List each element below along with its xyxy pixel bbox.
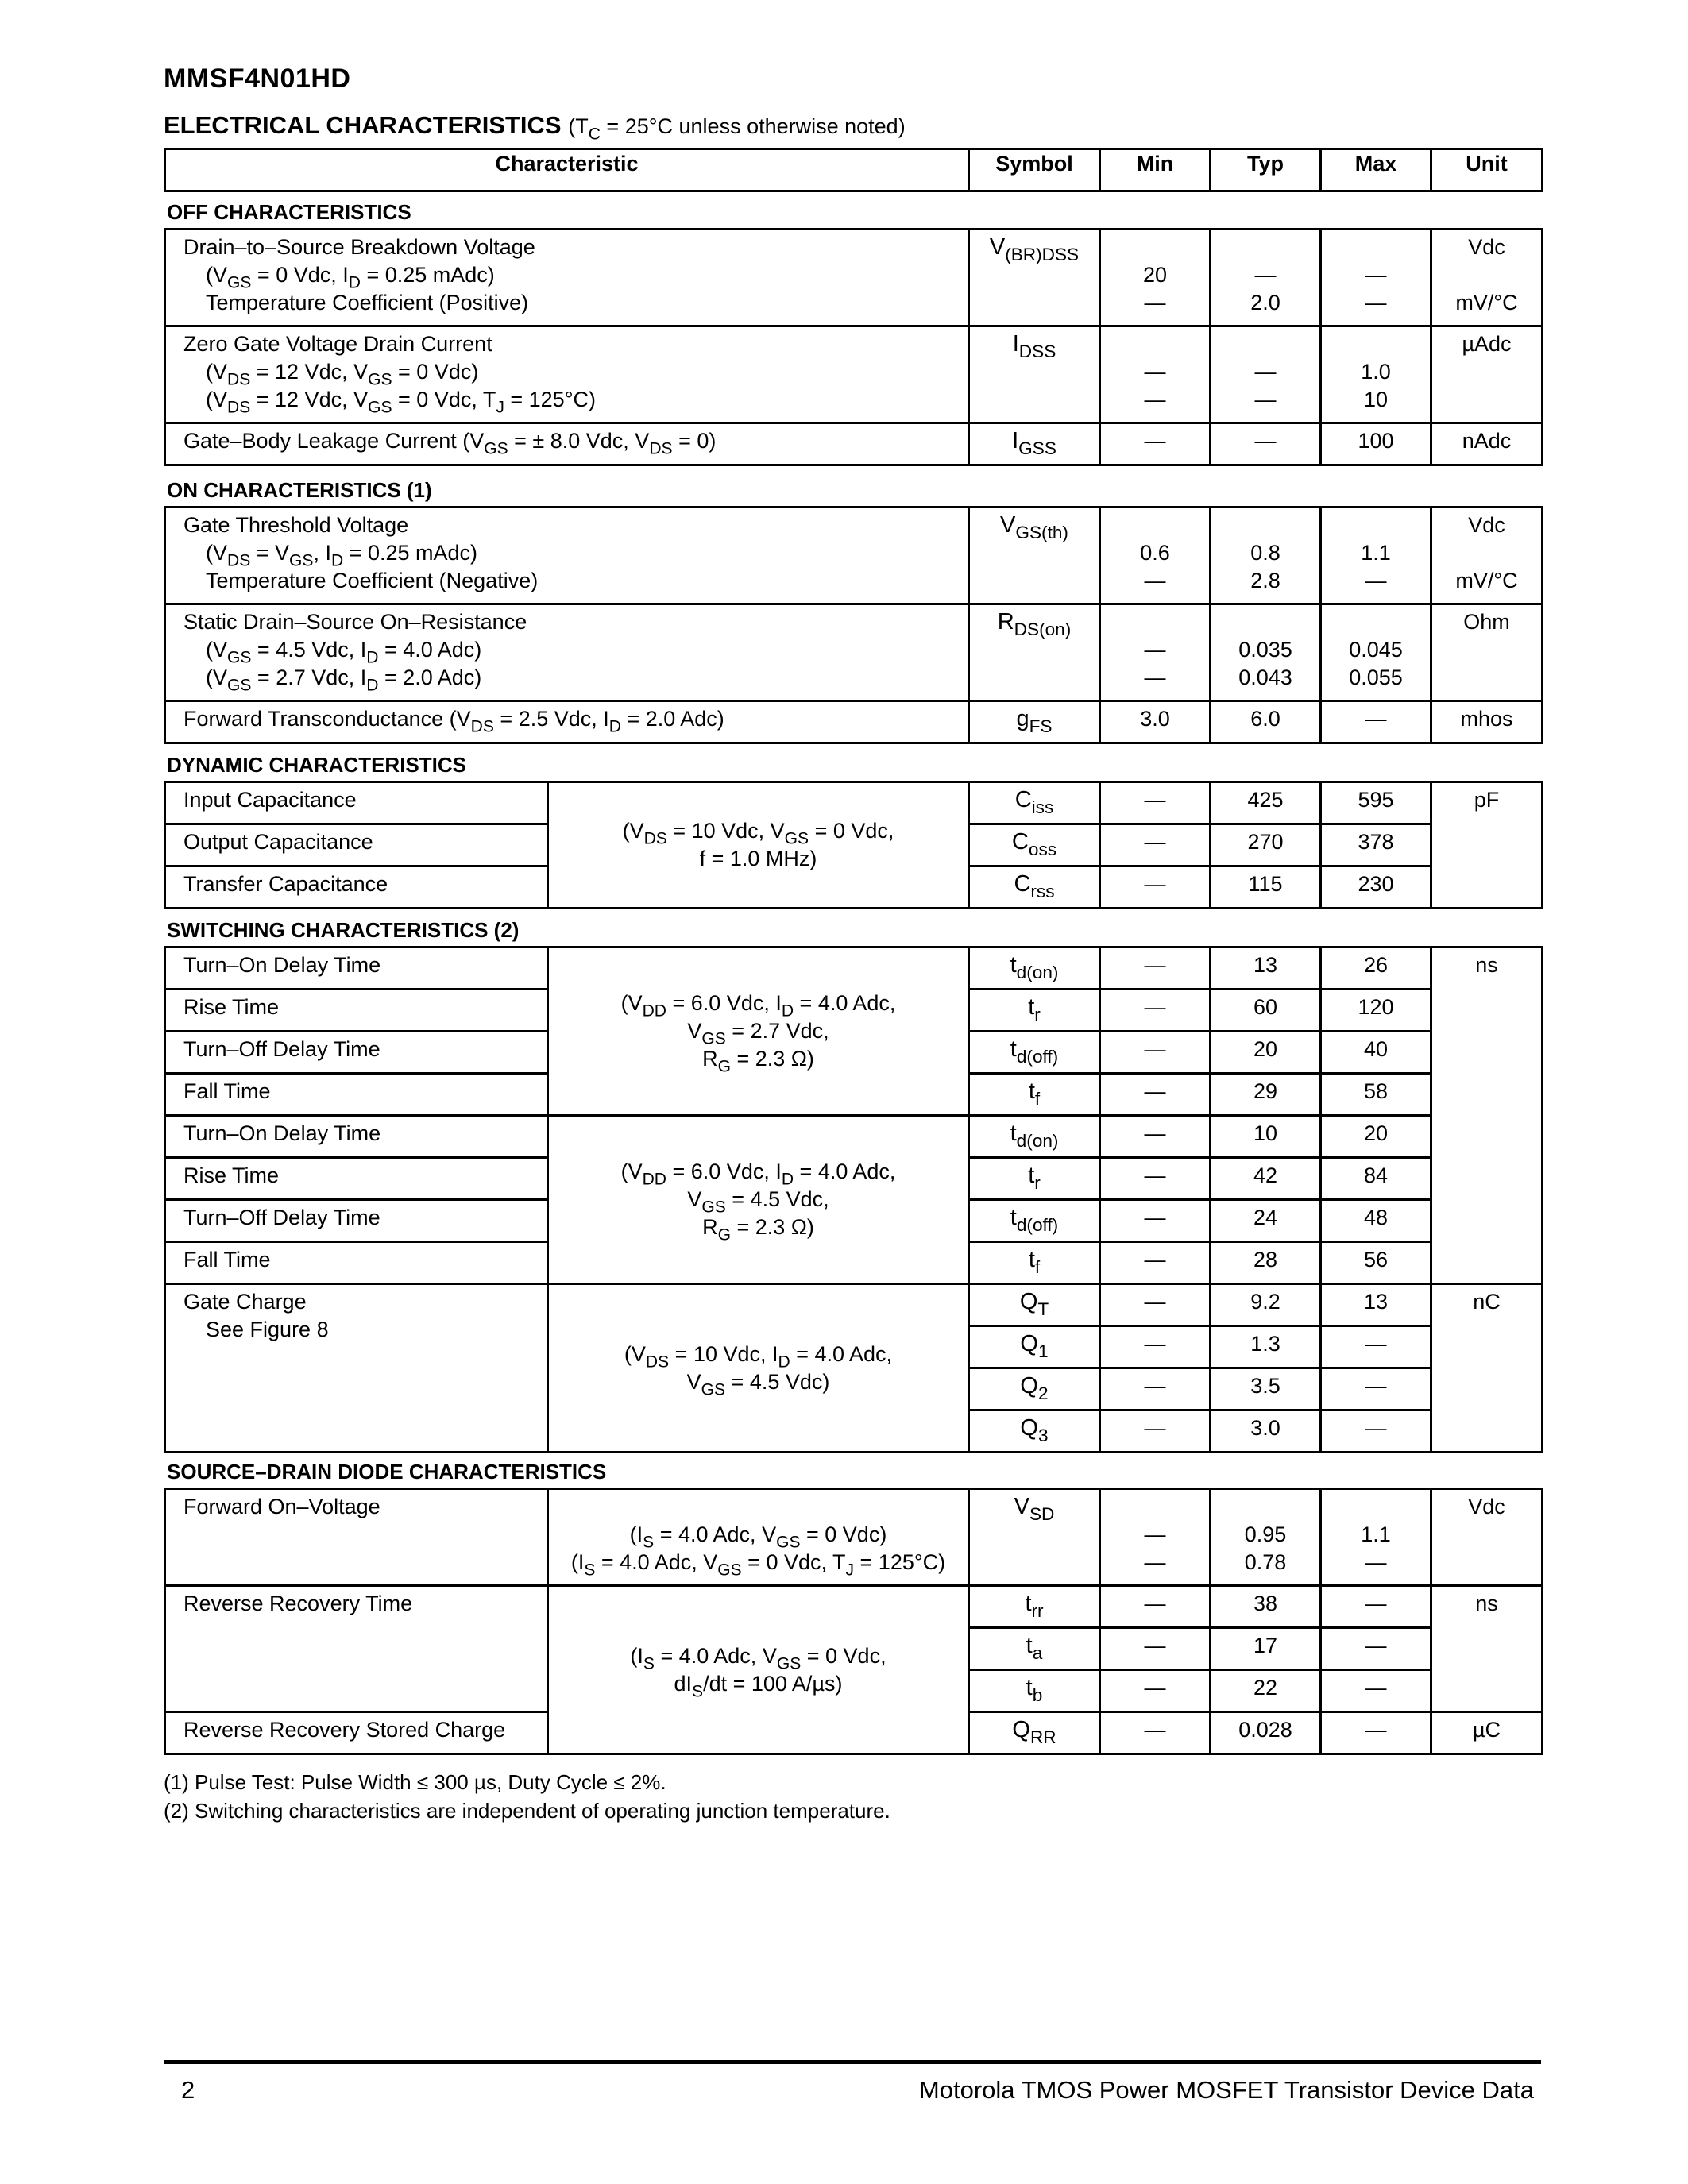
table-row [165, 326, 1543, 423]
min-cell: — [1100, 1200, 1211, 1242]
symbol-cell: $t_r$ [969, 1158, 1100, 1200]
min-cell: — [1100, 1712, 1211, 1754]
characteristic-cell: Output Capacitance [165, 824, 548, 866]
symbol-cell: $t_{rr}$ [969, 1586, 1100, 1628]
table-row [165, 1489, 1543, 1586]
min-cell: — [1100, 1368, 1211, 1410]
unit-cell: µAdc [1431, 326, 1543, 423]
characteristic-cell: Transfer Capacitance [165, 866, 548, 909]
characteristic-cell [165, 604, 969, 701]
char-name: Gate Threshold Voltage [183, 513, 409, 537]
test-condition: ($V_{DS} = 12$ Vdc, $V_{GS} = 0$ Vdc) [206, 360, 479, 389]
symbol-cell: $t_f$ [969, 1074, 1100, 1116]
characteristic-cell [165, 230, 969, 326]
part-number: MMSF4N01HD [164, 64, 351, 94]
characteristic-cell: Reverse Recovery Stored Charge [165, 1712, 548, 1754]
footnotes [164, 1768, 890, 1825]
characteristic-cell: Fall Time [165, 1242, 548, 1284]
test-condition: ($V_{DS} = V_{GS}$, $I_D = 0.25$ mAdc) [206, 541, 478, 570]
max-cell: 378 [1321, 824, 1431, 866]
characteristic-cell: Gate–Body Leakage Current ($V_{GS}$ = ± 8.0 Vdc, $V_{DS} = 0$) [165, 423, 969, 465]
symbol-cell: $t_{d(off)}$ [969, 1032, 1100, 1074]
char-name: Gate Charge [183, 1290, 307, 1314]
min-cell: — [1100, 1116, 1211, 1158]
symbol-cell: $Q_3$ [969, 1410, 1100, 1453]
section-on: ON CHARACTERISTICS (1) [167, 478, 432, 502]
min-cell: — [1100, 1326, 1211, 1368]
min-cell: — [1100, 1628, 1211, 1670]
section-diode: SOURCE–DRAIN DIODE CHARACTERISTICS [167, 1460, 607, 1484]
coefficient-label: Temperature Coefficient (Positive) [206, 291, 529, 314]
max-cell: 1.1 — [1321, 1489, 1431, 1586]
min-cell: — [1100, 990, 1211, 1032]
table-row [165, 1116, 1543, 1158]
typ-cell: 42 [1211, 1158, 1321, 1200]
typ-cell: 17 [1211, 1628, 1321, 1670]
min-cell: — [1100, 1410, 1211, 1453]
min-cell: — — [1100, 604, 1211, 701]
min-cell: — [1100, 1242, 1211, 1284]
max-cell: 20 [1321, 1116, 1431, 1158]
symbol-cell: $C_{rss}$ [969, 866, 1100, 909]
max-cell: 13 [1321, 1284, 1431, 1326]
section-dynamic: DYNAMIC CHARACTERISTICS [167, 753, 466, 777]
symbol-cell: $V_{GS(th)}$ [969, 507, 1100, 604]
symbol-cell: $Q_T$ [969, 1284, 1100, 1326]
col-min: Min [1100, 149, 1211, 191]
max-cell: 84 [1321, 1158, 1431, 1200]
typ-cell: 0.035 0.043 [1211, 604, 1321, 701]
min-cell: — [1100, 947, 1211, 990]
characteristic-cell: Turn–Off Delay Time [165, 1200, 548, 1242]
max-cell: — [1321, 1586, 1431, 1628]
max-cell: 100 [1321, 423, 1431, 465]
symbol-cell: $I_{DSS}$ [969, 326, 1100, 423]
test-condition: ($V_{DS} = 10$ Vdc, $I_D = 4.0$ Adc, $V_{GS} = 4.5$ Vdc) [548, 1284, 969, 1453]
max-cell: — [1321, 701, 1431, 743]
typ-cell: 425 [1211, 782, 1321, 824]
symbol-cell: $Q_{RR}$ [969, 1712, 1100, 1754]
characteristic-cell: Input Capacitance [165, 782, 548, 824]
characteristic-cell [165, 507, 969, 604]
test-condition: ($V_{GS} = 4.5$ Vdc, $I_D = 4.0$ Adc) [206, 638, 482, 667]
table-row [165, 701, 1543, 743]
footer-rule [164, 2060, 1541, 2064]
symbol-cell: $C_{iss}$ [969, 782, 1100, 824]
typ-cell: 3.5 [1211, 1368, 1321, 1410]
symbol-cell: $g_{FS}$ [969, 701, 1100, 743]
table-row [165, 423, 1543, 465]
typ-cell: 3.0 [1211, 1410, 1321, 1453]
test-condition: ($I_S = 4.0$ Adc, $V_{GS} = 0$ Vdc, $dI_S/dt = 100$ A/µs) [548, 1586, 969, 1754]
typ-cell: 270 [1211, 824, 1321, 866]
max-cell: — [1321, 1628, 1431, 1670]
diode-table [164, 1488, 1543, 1755]
footnote-2: (2) Switching characteristics are independent of operating junction temperature. [164, 1799, 890, 1823]
symbol-cell: $V_{(BR)DSS}$ [969, 230, 1100, 326]
typ-cell: 13 [1211, 947, 1321, 990]
typ-cell: 0.95 0.78 [1211, 1489, 1321, 1586]
table-row [165, 507, 1543, 604]
typ-cell: 0.028 [1211, 1712, 1321, 1754]
coefficient-label: Temperature Coefficient (Negative) [206, 569, 539, 592]
max-cell: 120 [1321, 990, 1431, 1032]
unit-cell: mhos [1431, 701, 1543, 743]
characteristic-cell: Turn–Off Delay Time [165, 1032, 548, 1074]
section-off: OFF CHARACTERISTICS [167, 200, 411, 224]
typ-cell: 22 [1211, 1670, 1321, 1712]
unit-cell: Ohm [1431, 604, 1543, 701]
typ-cell: — 2.0 [1211, 230, 1321, 326]
min-cell: — [1100, 1032, 1211, 1074]
max-cell: — [1321, 1670, 1431, 1712]
test-condition: ($V_{DD} = 6.0$ Vdc, $I_D = 4.0$ Adc, $V_{GS} = 2.7$ Vdc, $R_G = 2.3$ Ω) [548, 947, 969, 1116]
symbol-cell: $t_b$ [969, 1670, 1100, 1712]
symbol-cell: $t_{d(on)}$ [969, 1116, 1100, 1158]
characteristic-cell: Rise Time [165, 990, 548, 1032]
symbol-cell: $V_{SD}$ [969, 1489, 1100, 1586]
symbol-cell: $I_{GSS}$ [969, 423, 1100, 465]
col-max: Max [1321, 149, 1431, 191]
symbol-cell: $C_{oss}$ [969, 824, 1100, 866]
max-cell: — [1321, 1326, 1431, 1368]
symbol-cell: $t_a$ [969, 1628, 1100, 1670]
typ-cell: — [1211, 423, 1321, 465]
footer-text: Motorola TMOS Power MOSFET Transistor Device Data [918, 2076, 1534, 2104]
off-table [164, 228, 1543, 466]
dynamic-table [164, 781, 1543, 909]
max-cell: 595 [1321, 782, 1431, 824]
unit-cell: pF [1431, 782, 1543, 909]
min-cell: 20 — [1100, 230, 1211, 326]
unit-cell: µC [1431, 1712, 1543, 1754]
unit-cell: Vdc [1431, 1489, 1543, 1586]
typ-cell: 29 [1211, 1074, 1321, 1116]
unit-cell: ns [1431, 947, 1543, 1284]
characteristic-cell: Forward Transconductance ($V_{DS} = 2.5$ Vdc, $I_D = 2.0$ Adc) [165, 701, 969, 743]
max-cell: — — [1321, 230, 1431, 326]
max-cell: 26 [1321, 947, 1431, 990]
characteristic-cell: Turn–On Delay Time [165, 1116, 548, 1158]
max-cell: 40 [1321, 1032, 1431, 1074]
max-cell: 58 [1321, 1074, 1431, 1116]
min-cell: — [1100, 824, 1211, 866]
typ-cell: 24 [1211, 1200, 1321, 1242]
max-cell: 230 [1321, 866, 1431, 909]
typ-cell: 60 [1211, 990, 1321, 1032]
max-cell: 1.0 10 [1321, 326, 1431, 423]
test-condition: ($V_{GS} = 0$ Vdc, $I_D = 0.25$ mAdc) [206, 263, 495, 292]
min-cell: — [1100, 1284, 1211, 1326]
min-cell: 3.0 [1100, 701, 1211, 743]
test-condition: ($V_{DS} = 10$ Vdc, $V_{GS} = 0$ Vdc, f = 1.0 MHz) [548, 782, 969, 909]
title-text: ELECTRICAL CHARACTERISTICS [164, 111, 562, 139]
page-title [164, 111, 906, 144]
symbol-cell: $t_r$ [969, 990, 1100, 1032]
col-symbol: Symbol [969, 149, 1100, 191]
unit-cell: nC [1431, 1284, 1543, 1453]
unit-cell: Vdc mV/°C [1431, 230, 1543, 326]
char-name: Drain–to–Source Breakdown Voltage [183, 235, 535, 259]
typ-cell: 10 [1211, 1116, 1321, 1158]
char-name: Static Drain–Source On–Resistance [183, 610, 527, 634]
typ-cell: — — [1211, 326, 1321, 423]
max-cell: 56 [1321, 1242, 1431, 1284]
col-typ: Typ [1211, 149, 1321, 191]
min-cell: — — [1100, 326, 1211, 423]
symbol-cell: $t_{d(on)}$ [969, 947, 1100, 990]
col-characteristic: Characteristic [165, 149, 969, 191]
characteristic-cell: Turn–On Delay Time [165, 947, 548, 990]
figure-reference: See Figure 8 [206, 1318, 329, 1341]
max-cell: 48 [1321, 1200, 1431, 1242]
max-cell: — [1321, 1410, 1431, 1453]
table-row [165, 1284, 1543, 1326]
test-condition: ($V_{GS} = 2.7$ Vdc, $I_D = 2.0$ Adc) [206, 666, 482, 695]
symbol-cell: $Q_2$ [969, 1368, 1100, 1410]
min-cell: — [1100, 423, 1211, 465]
header-table [164, 148, 1543, 192]
table-row [165, 947, 1543, 990]
title-condition: ($T_C = 25^\circ C$ unless otherwise noted) [568, 114, 906, 144]
max-cell: 1.1 — [1321, 507, 1431, 604]
col-unit: Unit [1431, 149, 1543, 191]
characteristic-cell: Fall Time [165, 1074, 548, 1116]
table-row [165, 782, 1543, 824]
switching-table [164, 946, 1543, 1453]
typ-cell: 115 [1211, 866, 1321, 909]
min-cell: — [1100, 1586, 1211, 1628]
characteristic-cell [165, 326, 969, 423]
test-condition: ($V_{DS} = 12$ Vdc, $V_{GS} = 0$ Vdc, $T_J = 125^\circ C$) [206, 388, 596, 417]
min-cell: — — [1100, 1489, 1211, 1586]
max-cell: — [1321, 1712, 1431, 1754]
footnote-1: (1) Pulse Test: Pulse Width ≤ 300 µs, Duty Cycle ≤ 2%. [164, 1770, 666, 1794]
min-cell: — [1100, 1158, 1211, 1200]
typ-cell: 38 [1211, 1586, 1321, 1628]
typ-cell: 1.3 [1211, 1326, 1321, 1368]
symbol-cell: $t_{d(off)}$ [969, 1200, 1100, 1242]
min-cell: 0.6 — [1100, 507, 1211, 604]
unit-cell: ns [1431, 1586, 1543, 1712]
section-switching: SWITCHING CHARACTERISTICS (2) [167, 918, 520, 942]
characteristic-cell: Reverse Recovery Time [165, 1586, 548, 1712]
min-cell: — [1100, 866, 1211, 909]
typ-cell: 20 [1211, 1032, 1321, 1074]
min-cell: — [1100, 1670, 1211, 1712]
typ-cell: 9.2 [1211, 1284, 1321, 1326]
table-row [165, 604, 1543, 701]
test-condition: ($V_{DD} = 6.0$ Vdc, $I_D = 4.0$ Adc, $V_{GS} = 4.5$ Vdc, $R_G = 2.3$ Ω) [548, 1116, 969, 1284]
typ-cell: 28 [1211, 1242, 1321, 1284]
max-cell: — [1321, 1368, 1431, 1410]
on-table [164, 506, 1543, 744]
table-row [165, 1586, 1543, 1628]
page-number: 2 [181, 2076, 195, 2104]
min-cell: — [1100, 782, 1211, 824]
typ-cell: 6.0 [1211, 701, 1321, 743]
symbol-cell: $R_{DS(on)}$ [969, 604, 1100, 701]
symbol-cell: $t_f$ [969, 1242, 1100, 1284]
characteristic-cell: Forward On–Voltage [165, 1489, 548, 1586]
characteristic-cell [165, 1284, 548, 1453]
table-row [165, 230, 1543, 326]
symbol-cell: $Q_1$ [969, 1326, 1100, 1368]
unit-cell: Vdc mV/°C [1431, 507, 1543, 604]
char-name: Zero Gate Voltage Drain Current [183, 332, 492, 356]
typ-cell: 0.8 2.8 [1211, 507, 1321, 604]
min-cell: — [1100, 1074, 1211, 1116]
test-condition: ($I_S = 4.0$ Adc, $V_{GS} = 0$ Vdc) ($I_S = 4.0$ Adc, $V_{GS} = 0$ Vdc, $T_J = 125^\circ C$) [548, 1489, 969, 1586]
unit-cell: nAdc [1431, 423, 1543, 465]
characteristic-cell: Rise Time [165, 1158, 548, 1200]
max-cell: 0.045 0.055 [1321, 604, 1431, 701]
